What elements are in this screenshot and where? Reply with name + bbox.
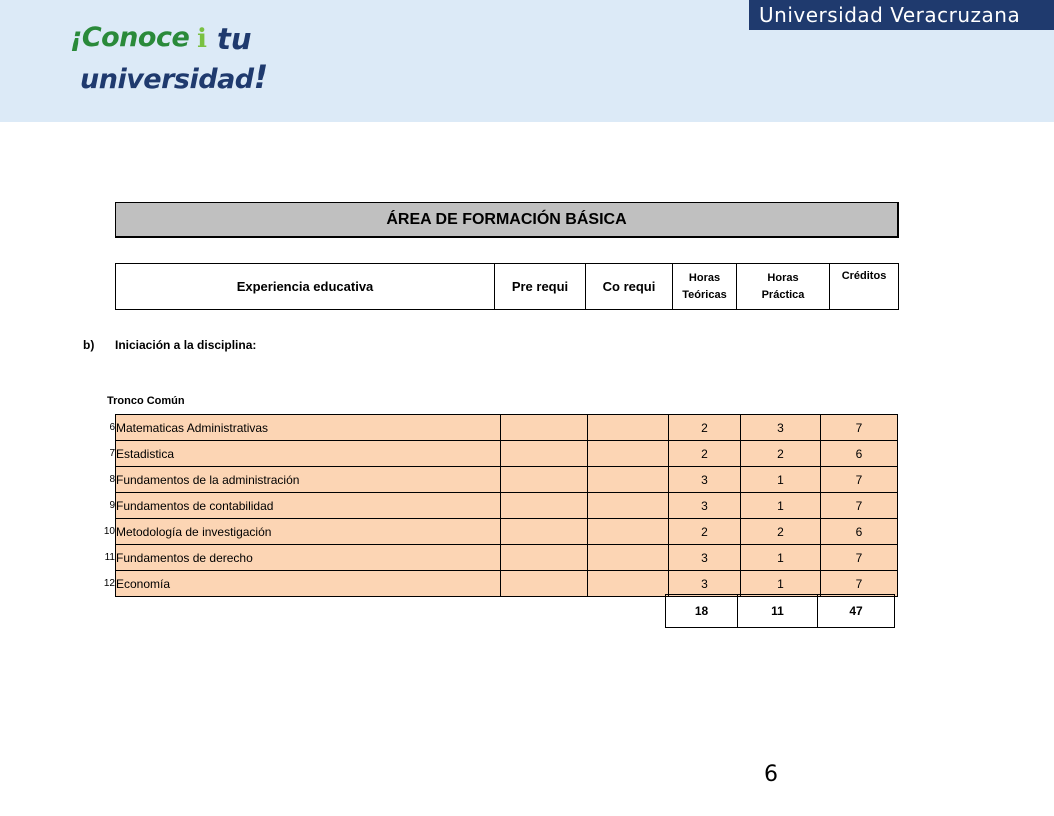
horas-teoricas-cell: 2 xyxy=(669,415,741,441)
creditos-cell: 7 xyxy=(821,493,898,519)
pre-requi-cell xyxy=(501,415,588,441)
co-requi-cell xyxy=(588,441,669,467)
course-name: Economía xyxy=(116,571,501,597)
horas-teoricas-cell: 3 xyxy=(669,545,741,571)
column-header-table xyxy=(115,263,899,310)
totals-row xyxy=(665,594,895,628)
total-horas-practica: 11 xyxy=(738,595,818,628)
courses-table xyxy=(95,414,898,597)
row-number: 11 xyxy=(104,552,115,563)
pre-requi-cell xyxy=(501,519,588,545)
table-row xyxy=(95,493,898,519)
pre-requi-cell xyxy=(501,441,588,467)
row-number: 9 xyxy=(109,500,115,511)
section-title: Iniciación a la disciplina: xyxy=(115,338,257,352)
horas-teoricas-cell: 2 xyxy=(669,519,741,545)
creditos-cell: 7 xyxy=(821,467,898,493)
creditos-cell: 6 xyxy=(821,441,898,467)
horas-teoricas-cell: 3 xyxy=(669,467,741,493)
course-name: Metodología de investigación xyxy=(116,519,501,545)
co-requi-cell xyxy=(588,519,669,545)
header-horas-practica-line2: Práctica xyxy=(761,288,805,301)
horas-teoricas-cell: 2 xyxy=(669,441,741,467)
area-title: ÁREA DE FORMACIÓN BÁSICA xyxy=(115,202,899,238)
header-pre-requi: Pre requi xyxy=(495,264,586,310)
pre-requi-cell xyxy=(501,571,588,597)
row-number: 6 xyxy=(109,422,115,433)
co-requi-cell xyxy=(588,467,669,493)
pre-requi-cell xyxy=(501,493,588,519)
row-number: 12 xyxy=(103,578,115,589)
creditos-cell: 7 xyxy=(821,545,898,571)
header-horas-teoricas-line2: Teóricas xyxy=(682,288,727,301)
table-row xyxy=(95,467,898,493)
table-row xyxy=(95,571,898,597)
logo-exclamation: ! xyxy=(253,58,268,96)
info-mark-icon: ℹ xyxy=(197,24,207,54)
horas-practica-cell: 2 xyxy=(741,441,821,467)
group-label: Tronco Común xyxy=(107,395,185,407)
table-row xyxy=(95,545,898,571)
horas-teoricas-cell: 3 xyxy=(669,571,741,597)
logo-line-2 xyxy=(80,58,268,96)
table-row xyxy=(95,441,898,467)
row-number: 7 xyxy=(109,448,115,459)
section-letter: b) xyxy=(83,338,95,352)
horas-practica-cell: 1 xyxy=(741,493,821,519)
logo-tu: tu xyxy=(217,22,252,56)
horas-practica-cell: 2 xyxy=(741,519,821,545)
total-horas-teoricas: 18 xyxy=(666,595,738,628)
row-number: 8 xyxy=(109,474,115,485)
course-name: Fundamentos de la administración xyxy=(116,467,501,493)
pre-requi-cell xyxy=(501,545,588,571)
creditos-cell: 7 xyxy=(821,571,898,597)
header-horas-teoricas-line1: Horas xyxy=(688,271,721,284)
header-horas-practica xyxy=(737,264,830,310)
creditos-cell: 7 xyxy=(821,415,898,441)
co-requi-cell xyxy=(588,415,669,441)
page-number: 6 xyxy=(764,762,778,787)
header-horas-practica-line1: Horas xyxy=(767,271,799,284)
course-name: Matematicas Administrativas xyxy=(116,415,501,441)
logo-line-2-text: universidad xyxy=(80,64,254,95)
header-co-requi: Co requi xyxy=(586,264,673,310)
header-experiencia: Experiencia educativa xyxy=(116,264,495,310)
co-requi-cell xyxy=(588,493,669,519)
horas-practica-cell: 3 xyxy=(741,415,821,441)
horas-practica-cell: 1 xyxy=(741,545,821,571)
horas-practica-cell: 1 xyxy=(741,467,821,493)
row-number: 10 xyxy=(103,526,115,537)
table-row xyxy=(95,415,898,441)
conoce-tu-universidad-logo xyxy=(70,22,270,102)
header-horas-teoricas xyxy=(673,264,737,310)
table-row xyxy=(95,519,898,545)
pre-requi-cell xyxy=(501,467,588,493)
horas-teoricas-cell: 3 xyxy=(669,493,741,519)
course-name: Fundamentos de contabilidad xyxy=(116,493,501,519)
horas-practica-cell: 1 xyxy=(741,571,821,597)
course-name: Fundamentos de derecho xyxy=(116,545,501,571)
logo-line-1: ¡Conoce xyxy=(70,22,190,53)
section-heading xyxy=(83,338,256,352)
co-requi-cell xyxy=(588,571,669,597)
co-requi-cell xyxy=(588,545,669,571)
total-creditos: 47 xyxy=(818,595,895,628)
institution-banner: Universidad Veracruzana xyxy=(749,0,1054,30)
header-creditos: Créditos xyxy=(830,264,899,310)
course-name: Estadistica xyxy=(116,441,501,467)
creditos-cell: 6 xyxy=(821,519,898,545)
